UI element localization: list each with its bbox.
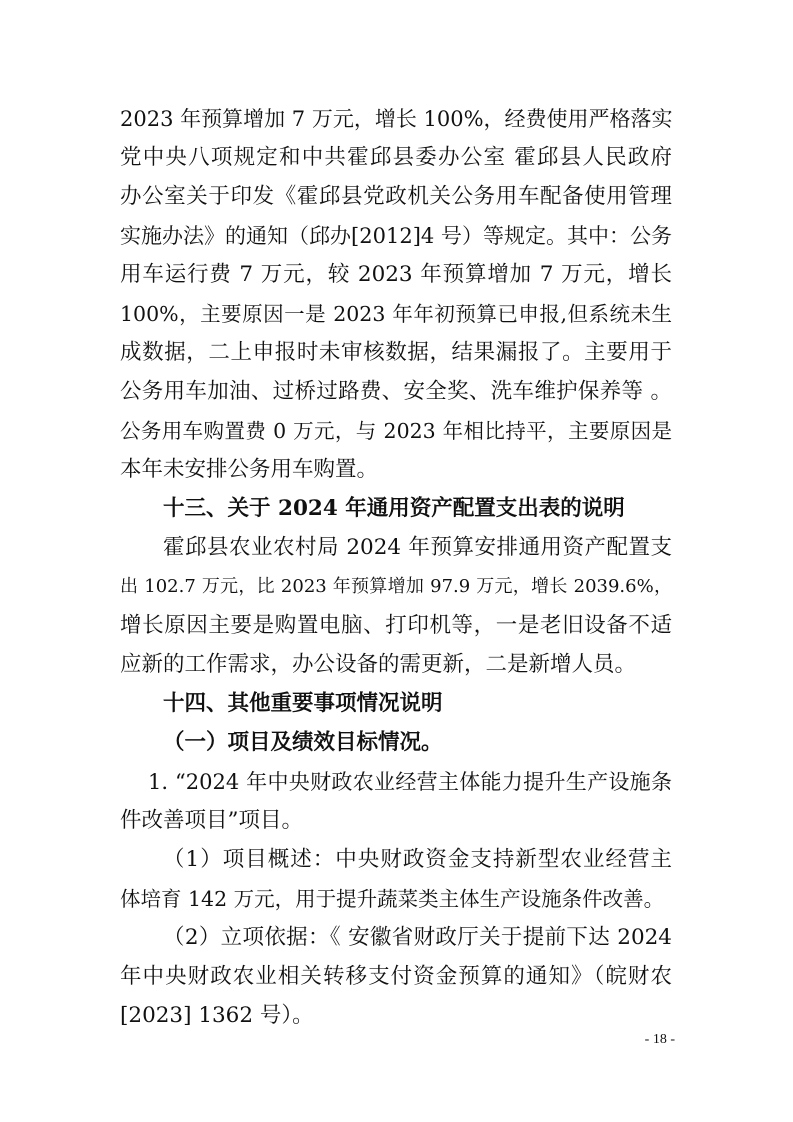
body-line: 本年未安排公务用车购置。 <box>120 457 379 482</box>
body-line: 2023 年预算增加 7 万元，增长 100%，经费使用严格落实 <box>120 107 673 131</box>
section-heading-13: 十三、关于 2024 年通用资产配置支出表的说明 <box>163 496 625 521</box>
body-line: 1. “2024 年中央财政农业经营主体能力提升生产设施条 <box>148 770 672 794</box>
body-line: 件改善项目”项目。 <box>120 808 303 833</box>
body-line: 出 102.7 万元，比 2023 年预算增加 97.9 万元，增长 2039.6%， <box>120 576 672 597</box>
body-line: 100%，主要原因一是 2023 年年初预算已申报,但系统未生 <box>120 302 672 326</box>
body-line: [2023] 1362 号）。 <box>120 1003 314 1028</box>
body-line: （1）项目概述：中央财政资金支持新型农业经营主 <box>163 847 672 872</box>
section-heading-14: 十四、其他重要事项情况说明 <box>163 691 443 716</box>
body-line: 增长原因主要是购置电脑、打印机等，一是老旧设备不适 <box>120 613 672 638</box>
body-line: （2）立项依据：《 安徽省财政厅关于提前下达 2024 <box>163 925 672 950</box>
subsection-heading: （一）项目及绩效目标情况。 <box>163 730 443 755</box>
body-line: 应新的工作需求，办公设备的需更新，二是新增人员。 <box>120 652 637 677</box>
body-line: 体培育 142 万元，用于提升蔬菜类主体生产设施条件改善。 <box>120 887 665 911</box>
page-number: - 18 - <box>644 1032 675 1047</box>
body-line: 办公室关于印发《霍邱县党政机关公务用车配备使用管理 <box>120 184 672 209</box>
body-line: 霍邱县农业农村局 2024 年预算安排通用资产配置支 <box>163 535 672 560</box>
body-line: 成数据，二上申报时未审核数据，结果漏报了。主要用于 <box>120 340 672 365</box>
body-line: 公务用车加油、过桥过路费、安全奖、洗车维护保养等 。 <box>120 379 672 404</box>
body-line: 用车运行费 7 万元，较 2023 年预算增加 7 万元，增长 <box>120 262 672 287</box>
body-line: 公务用车购置费 0 万元，与 2023 年相比持平，主要原因是 <box>120 419 672 443</box>
body-line: 党中央八项规定和中共霍邱县委办公室 霍邱县人民政府 <box>120 145 672 170</box>
body-line: 年中央财政农业相关转移支付资金预算的通知》（皖财农 <box>120 964 672 989</box>
body-line: 实施办法》的通知（邱办[2012]4 号）等规定。其中：公务 <box>120 224 672 248</box>
